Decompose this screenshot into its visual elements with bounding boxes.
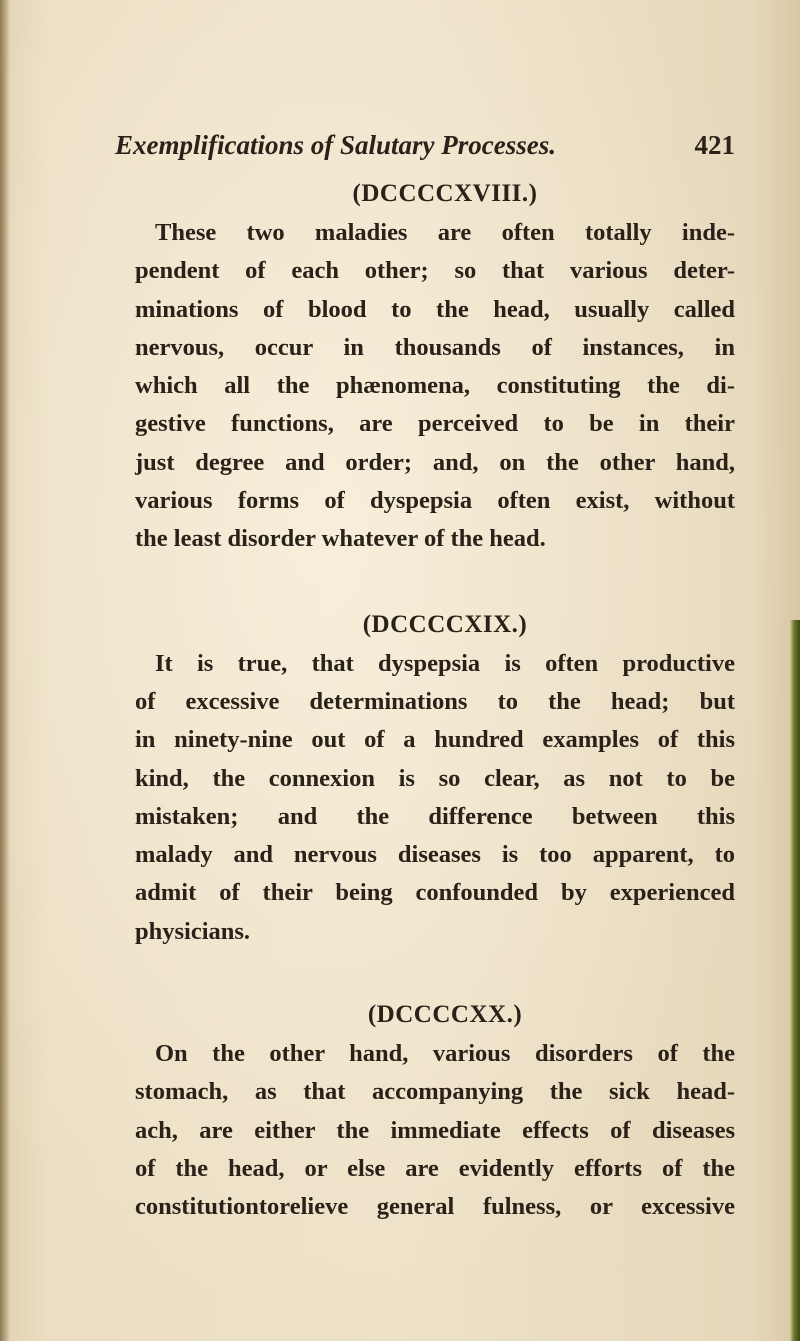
text-line: mistaken; and the difference between this: [135, 802, 735, 830]
text-line: ach, are either the immediate effects of diseases: [135, 1116, 735, 1144]
text-line: which all the phænomena, constituting the di-: [135, 372, 735, 400]
text-line: gestive functions, are perceived to be in their: [135, 410, 735, 438]
paragraph: [115, 1035, 735, 1226]
paragraph: [115, 645, 735, 951]
page-number: 421: [694, 130, 735, 160]
text-line: various forms of dyspepsia often exist, without: [135, 487, 735, 515]
text-line: admit of their being confounded by experienced: [135, 879, 735, 907]
text-line: minations of blood to the head, usually called: [135, 295, 735, 323]
page-binding-shadow: [0, 0, 10, 1341]
paragraph: [115, 214, 735, 559]
text-line: physicians.: [135, 917, 251, 945]
running-head: [115, 130, 735, 174]
running-head-title: Exemplifications of Salutary Processes.: [115, 130, 556, 160]
text-line: of excessive determinations to the head; but: [135, 687, 735, 715]
text-line: in ninety-nine out of a hundred examples of this: [135, 726, 735, 754]
text-line: pendent of each other; so that various deter-: [135, 257, 735, 285]
text-line: of the head, or else are evidently efforts of the: [135, 1154, 735, 1182]
section-dccccxviii: [115, 174, 735, 559]
text-line: It is true, that dyspepsia is often productive: [155, 649, 735, 677]
section-heading: (DCCCCXVIII.): [352, 180, 538, 207]
section-heading: (DCCCCXIX.): [362, 610, 528, 638]
page-content: [115, 130, 735, 1227]
text-line: the least disorder whatever of the head.: [135, 525, 546, 553]
section-dccccxix: [115, 605, 735, 951]
text-line: just degree and order; and, on the other hand,: [135, 448, 735, 476]
text-line: These two maladies are often totally inde-: [155, 219, 735, 246]
text-line: constitutiontorelieve general fulness, or excessive: [135, 1193, 735, 1221]
text-line: On the other hand, various disorders of the: [155, 1040, 735, 1068]
section-dccccxx: [115, 995, 735, 1226]
page-edge-shadow: [790, 620, 800, 1341]
section-heading: (DCCCCXX.): [367, 1001, 523, 1029]
text-line: nervous, occur in thousands of instances, in: [135, 333, 735, 361]
text-line: malady and nervous diseases is too apparent, to: [135, 841, 735, 869]
text-line: kind, the connexion is so clear, as not to be: [135, 764, 735, 792]
text-line: stomach, as that accompanying the sick head-: [135, 1078, 735, 1106]
